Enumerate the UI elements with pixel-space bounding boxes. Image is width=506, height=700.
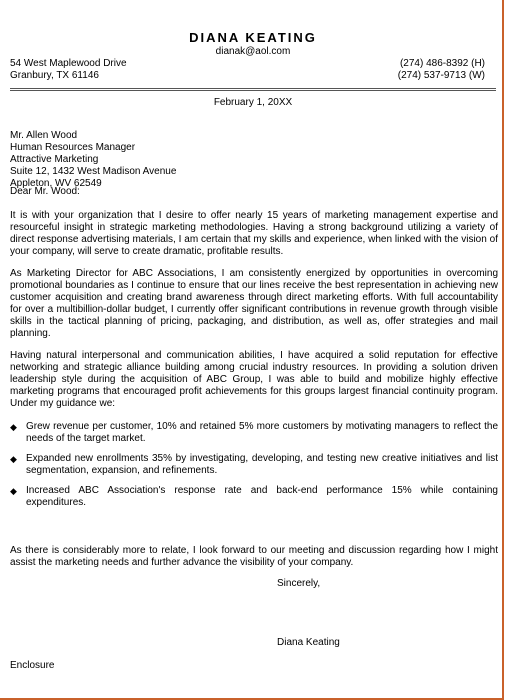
phone-work: (274) 537-9713 (W) — [397, 70, 485, 81]
closing: Sincerely, — [277, 578, 321, 589]
body-paragraph-4: As there is considerably more to relate, I look forward to our meeting and discussion regarding how I might assist the marketing needs and further advance the visibility of your company. — [10, 545, 498, 568]
address-line-2: Granbury, TX 61146 — [10, 70, 99, 81]
body-paragraph-3: Having natural interpersonal and communication abilities, I have acquired a solid reputation for effective networking and strategic alliance building among crucial industry resources. In providing a solution driven leadership style during the acquisition of ABC Group, I was able to build and mobilize highly effective marketing programs that encouraged profit achievements for this groups largest financial continuity program. Under my guidance we: — [10, 350, 498, 409]
list-item-text: Increased ABC Association's response rate and back-end performance 15% while containing expenditures. — [26, 485, 498, 508]
recipient-company: Attractive Marketing — [10, 154, 99, 165]
sender-email: dianak@aol.com — [215, 46, 291, 57]
signer-name: Diana Keating — [277, 637, 340, 648]
letter-date: February 1, 20XX — [213, 97, 293, 108]
list-item-text: Grew revenue per customer, 10% and retained 5% more customers by motivating managers to reflect the needs of the target market. — [26, 421, 498, 444]
body-paragraph-2: As Marketing Director for ABC Associations, I am consistently energized by opportunities in overcoming promotional boundaries as I continue to ensure that our lines receive the best representation in achieving new customer acquisition and creating brand awareness through direct marketing efforts. With full accountability for over a multibillion-dollar budget, I currently offer significant contributions in revenue growth through visible skills in the tactical planning of pricing, packaging, and distribution, as well as, offer strategies and mail planning. — [10, 268, 498, 339]
diamond-bullet-icon: ◆ — [10, 454, 17, 464]
recipient-street: Suite 12, 1432 West Madison Avenue — [10, 166, 177, 177]
list-item — [10, 485, 498, 509]
enclosure-note: Enclosure — [10, 660, 55, 671]
address-line-1: 54 West Maplewood Drive — [10, 58, 127, 69]
list-item — [10, 453, 498, 477]
salutation: Dear Mr. Wood: — [10, 186, 80, 197]
diamond-bullet-icon: ◆ — [10, 422, 17, 432]
sender-address — [10, 58, 127, 82]
list-item-text: Expanded new enrollments 35% by investigating, developing, and testing new creative initiatives and list segmentation, expansion, and refinements. — [26, 453, 498, 476]
recipient-name: Mr. Allen Wood — [10, 130, 78, 141]
sender-phones — [398, 58, 485, 82]
achievements-list — [10, 421, 498, 517]
recipient-block — [10, 130, 498, 190]
diamond-bullet-icon: ◆ — [10, 486, 17, 496]
sender-name: DIANA KEATING — [189, 30, 317, 45]
header-divider — [10, 88, 496, 91]
phone-home: (274) 486-8392 (H) — [399, 58, 485, 69]
list-item — [10, 421, 498, 445]
recipient-title: Human Resources Manager — [10, 142, 136, 153]
recipient-city: Appleton, WV 62549 — [10, 178, 102, 189]
body-paragraph-1: It is with your organization that I desire to offer nearly 15 years of marketing management expertise and resourceful insight in strategic marketing methodologies. Having a strong background utilizing a variety of direct response advertising materials, I am certain that my skills and experience, when linked with the vision of your company, will serve to create dramatic, profitable results. — [10, 210, 498, 257]
